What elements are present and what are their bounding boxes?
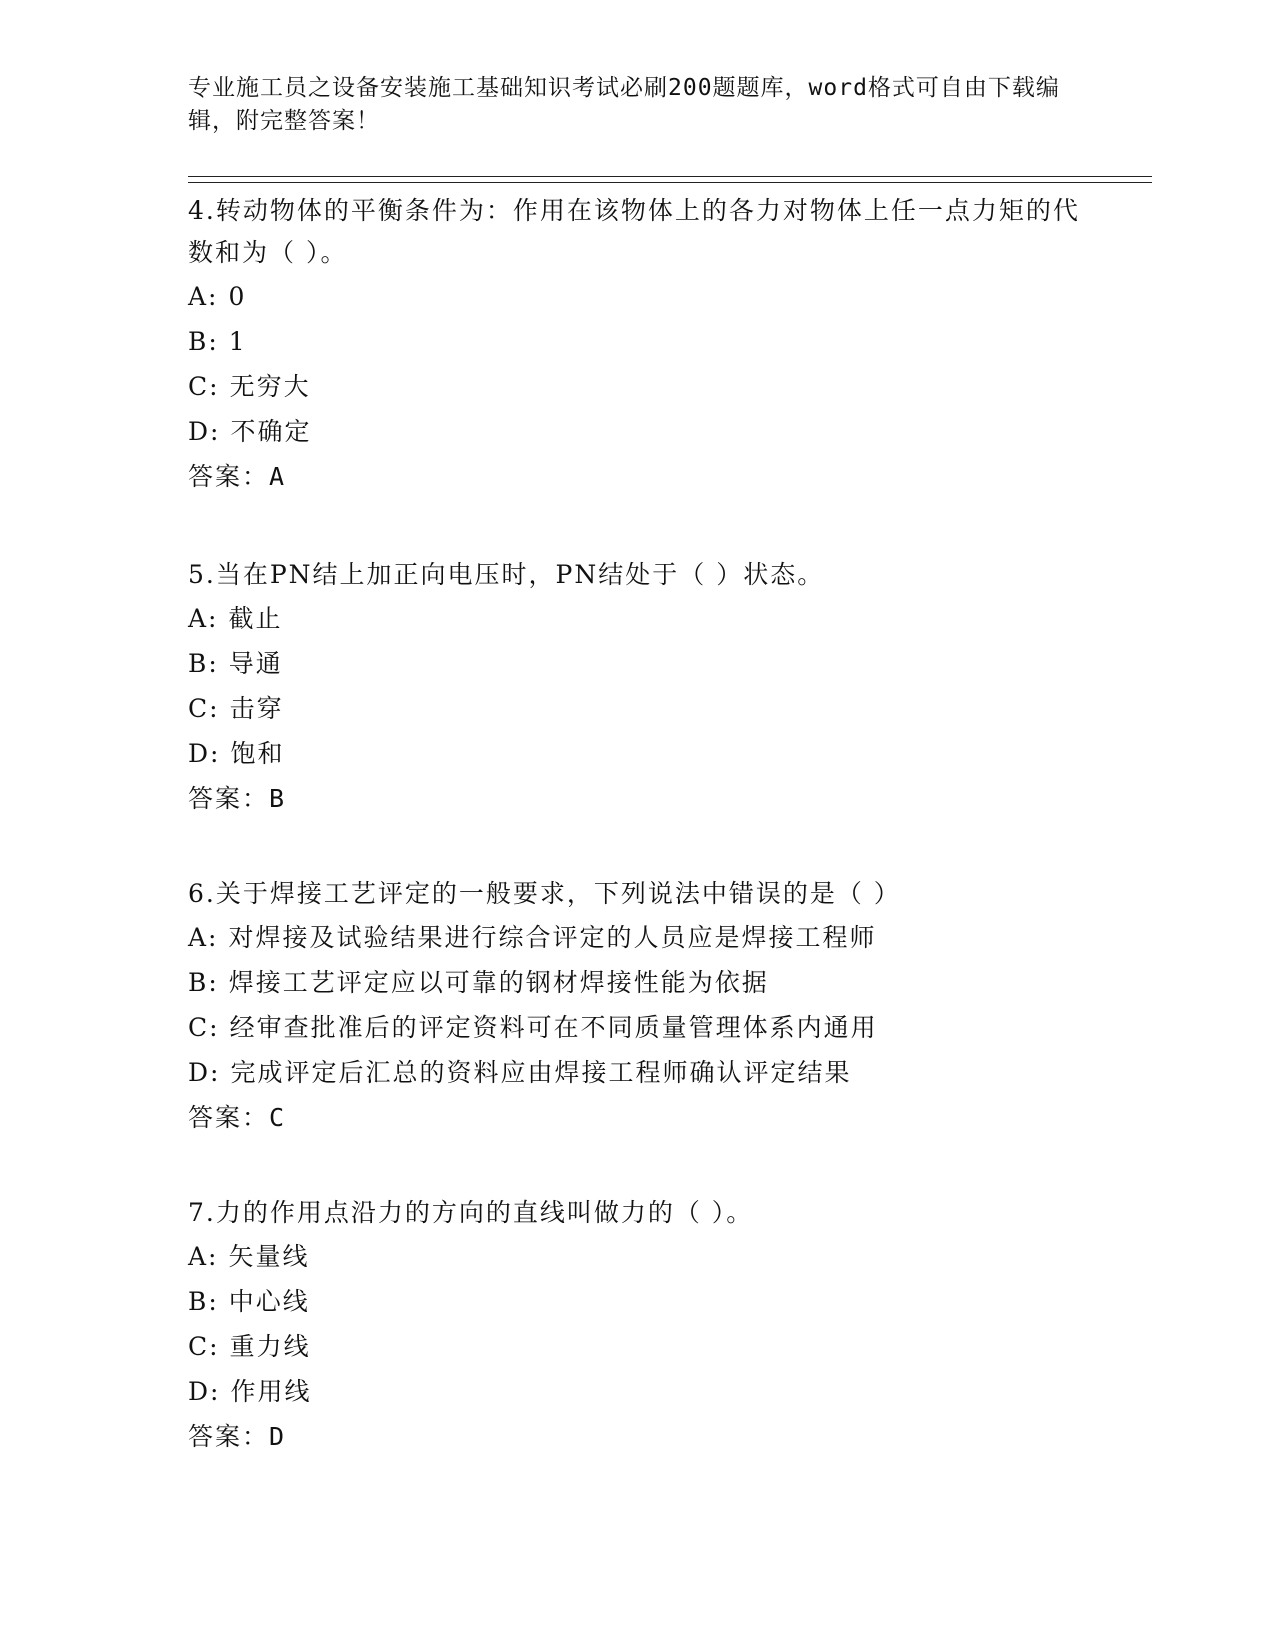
header-divider-bottom	[188, 182, 1152, 183]
option-text: 0	[228, 282, 247, 311]
question-text: 5.当在PN结上加正向电压时，PN结处于（ ）状态。	[188, 560, 825, 589]
option-key: C:	[188, 1332, 220, 1361]
option-text: 作用线	[230, 1377, 312, 1406]
header-divider-top	[188, 176, 1152, 177]
option-d	[188, 1050, 1088, 1095]
option-b	[188, 960, 1088, 1005]
option-key: B:	[188, 1287, 219, 1316]
option-d	[188, 1369, 1088, 1414]
option-a	[188, 915, 1088, 960]
option-d	[188, 409, 1088, 454]
answer-line: 答案：D	[188, 1422, 287, 1451]
option-text: 击穿	[229, 694, 284, 723]
option-key: B:	[188, 327, 219, 356]
option-key: A:	[188, 1242, 219, 1271]
option-key: A:	[188, 282, 219, 311]
option-text: 1	[228, 327, 247, 356]
option-text: 截止	[228, 604, 283, 633]
question-text: 4.转动物体的平衡条件为：作用在该物体上的各力对物体上任一点力矩的代数和为（ ）。	[188, 196, 1080, 267]
question-4	[188, 190, 1088, 499]
question-text: 6.关于焊接工艺评定的一般要求，下列说法中错误的是（ ）	[188, 879, 901, 908]
answer-line: 答案：C	[188, 1103, 287, 1132]
option-text: 中心线	[228, 1287, 310, 1316]
option-text: 无穷大	[229, 372, 311, 401]
option-key: C:	[188, 372, 220, 401]
question-7	[188, 1192, 1088, 1459]
option-key: D:	[188, 739, 221, 768]
question-6	[188, 873, 1088, 1140]
option-c	[188, 1005, 1088, 1050]
option-b	[188, 319, 1088, 364]
option-key: B:	[188, 968, 219, 997]
option-text: 不确定	[230, 417, 312, 446]
option-text: 矢量线	[228, 1242, 310, 1271]
option-text: 经审查批准后的评定资料可在不同质量管理体系内通用	[229, 1013, 878, 1042]
option-text: 完成评定后汇总的资料应由焊接工程师确认评定结果	[230, 1058, 852, 1087]
option-d	[188, 731, 1088, 776]
option-b	[188, 641, 1088, 686]
answer-line: 答案：A	[188, 462, 287, 491]
option-text: 对焊接及试验结果进行综合评定的人员应是焊接工程师	[228, 923, 877, 952]
document-header: 专业施工员之设备安装施工基础知识考试必刷200题题库，word格式可自由下载编辑，附完整答案！	[188, 75, 1060, 134]
option-key: D:	[188, 1377, 221, 1406]
option-text: 焊接工艺评定应以可靠的钢材焊接性能为依据	[228, 968, 769, 997]
option-b	[188, 1279, 1088, 1324]
option-key: C:	[188, 694, 220, 723]
option-key: D:	[188, 417, 221, 446]
option-c	[188, 364, 1088, 409]
option-key: C:	[188, 1013, 220, 1042]
option-key: A:	[188, 604, 219, 633]
question-text: 7.力的作用点沿力的方向的直线叫做力的（ ）。	[188, 1198, 754, 1227]
option-text: 饱和	[230, 739, 285, 768]
option-a	[188, 1234, 1088, 1279]
option-a	[188, 596, 1088, 641]
option-key: A:	[188, 923, 219, 952]
option-c	[188, 1324, 1088, 1369]
option-key: B:	[188, 649, 219, 678]
option-text: 导通	[228, 649, 283, 678]
option-text: 重力线	[229, 1332, 311, 1361]
option-key: D:	[188, 1058, 221, 1087]
question-5	[188, 554, 1088, 821]
option-a	[188, 274, 1088, 319]
option-c	[188, 686, 1088, 731]
answer-line: 答案：B	[188, 784, 287, 813]
